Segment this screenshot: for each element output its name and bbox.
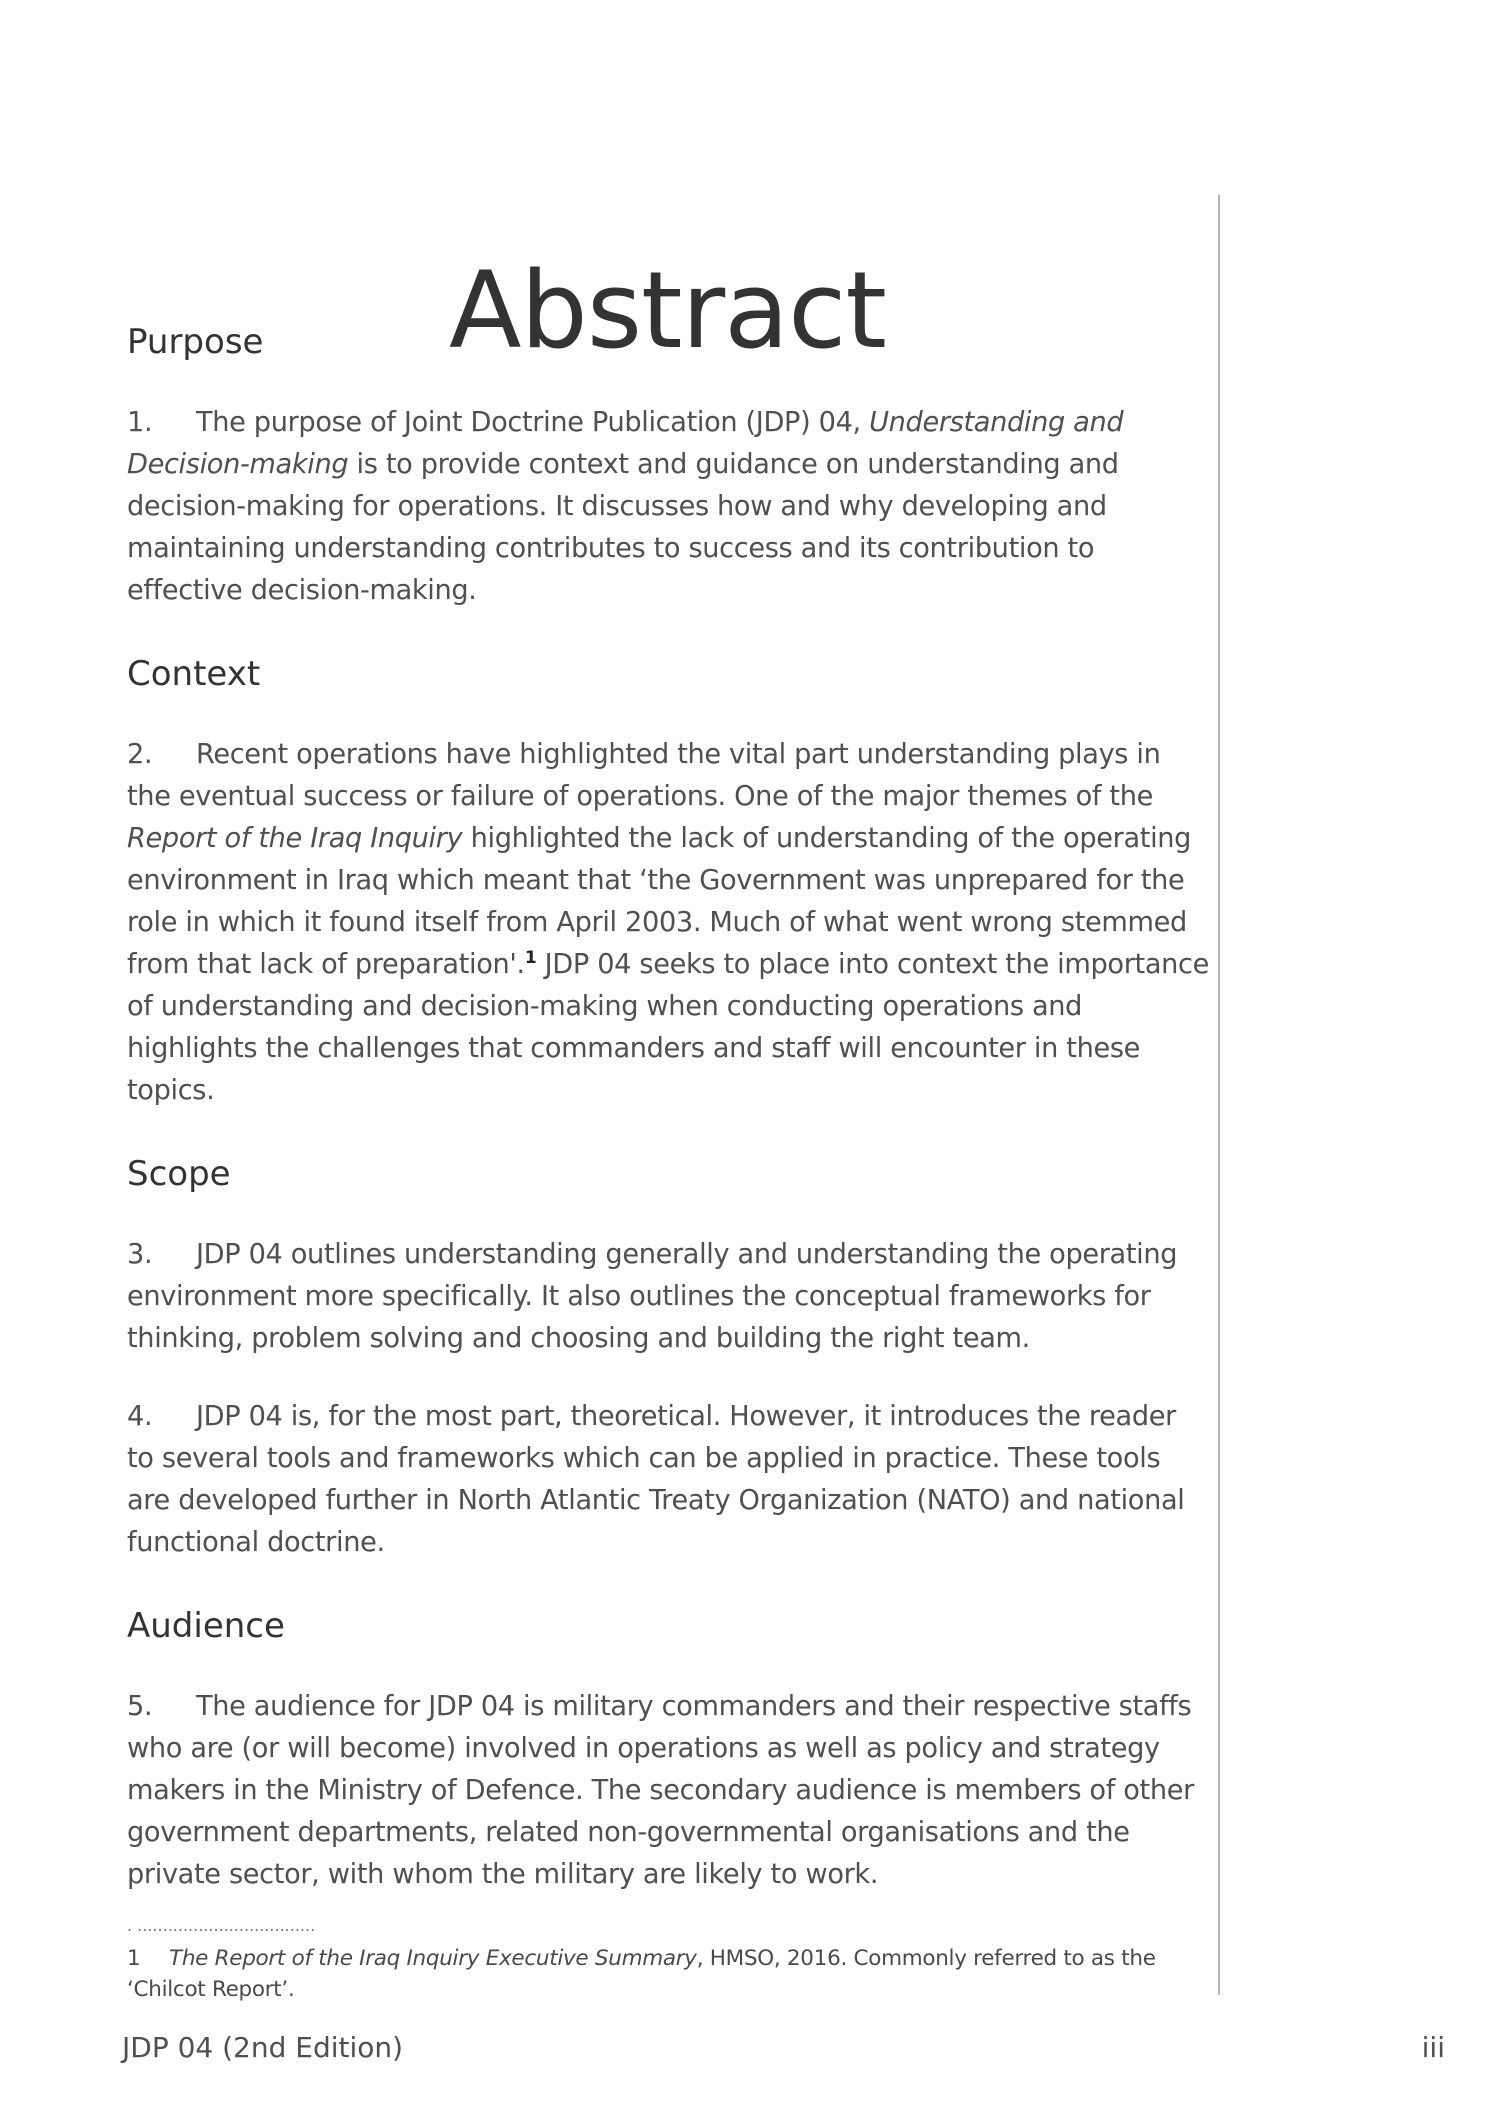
paragraph-number: 5. — [127, 1691, 153, 1722]
section-heading-scope: Scope — [127, 1154, 231, 1194]
footer-publication-name: JDP 04 (2nd Edition) — [122, 2031, 404, 2064]
paragraph-text: The audience for JDP 04 is military commanders and their respective staffs who are (or will become) involved in operations as well as policy and strategy makers in the Ministry of Defence. The secondary audience is members of other government departments, related non-governmental organisations and the private sector, with whom the military are likely to work. — [127, 1691, 1194, 1890]
footnote-number: 1 — [127, 1946, 141, 1971]
section-heading-purpose: Purpose — [127, 322, 264, 362]
paragraph-5 — [127, 1686, 1209, 1896]
paragraph-number: 2. — [127, 739, 153, 770]
footnote-source-title: The Report of the Iraq Inquiry Executive Summary — [169, 1946, 697, 1971]
paragraph-text: JDP 04 is, for the most part, theoretical. However, it introduces the reader to several tools and frameworks which can be applied in practice. These tools are developed further in North Atlantic Treaty Organization (NATO) and national functional doctrine. — [127, 1401, 1185, 1558]
footnote — [127, 1943, 1207, 2005]
publication-title: Understanding and Decision-making — [127, 407, 1124, 480]
paragraph-number: 3. — [127, 1239, 153, 1270]
section-heading-audience: Audience — [127, 1606, 285, 1646]
paragraph-text: The purpose of Joint Doctrine Publication (JDP) 04, — [196, 407, 870, 438]
footnote-separator: . ................................... — [127, 1916, 316, 1935]
paragraph-3 — [127, 1234, 1209, 1360]
paragraph-text: Recent operations have highlighted the vital part understanding plays in the eventual success or failure of operations. One of the major themes of the — [127, 739, 1161, 812]
report-title: Report of the Iraq Inquiry — [127, 823, 463, 854]
paragraph-text: JDP 04 outlines understanding generally and understanding the operating environment more specifically. It also outlines the conceptual frameworks for thinking, problem solving and choosing and building the right team. — [127, 1239, 1178, 1354]
paragraph-number: 1. — [127, 407, 153, 438]
paragraph-1 — [127, 402, 1209, 612]
paragraph-4 — [127, 1396, 1209, 1564]
section-heading-context: Context — [127, 654, 261, 694]
margin-divider-line — [1218, 195, 1220, 1995]
footnote-reference[interactable]: 1 — [524, 947, 537, 968]
paragraph-number: 4. — [127, 1401, 153, 1432]
paragraph-text: is to provide context and guidance on understanding and decision-making for operations. It discusses how and why developing and maintaining understanding contributes to success and its contribution to effective decision-making. — [127, 449, 1119, 606]
paragraph-text: highlighted the lack of understanding of the operating environment in Iraq which meant that ‘the Government was unprepared for the role in which it found itself from April 2003. Much of what went wrong stemmed from that lack of preparation'. — [127, 823, 1192, 980]
paragraph-2 — [127, 734, 1209, 1112]
page-title: Abstract — [449, 249, 886, 373]
page-number: iii — [1421, 2031, 1445, 2064]
abstract-body — [127, 318, 1209, 1932]
paragraph-text: JDP 04 seeks to place into context the importance of understanding and decision-making when conducting operations and highlights the challenges that commanders and staff will encounter in these topics. — [127, 949, 1210, 1106]
footnote-text: , HMSO, 2016. Commonly referred to as the ‘Chilcot Report’. — [127, 1946, 1156, 2002]
